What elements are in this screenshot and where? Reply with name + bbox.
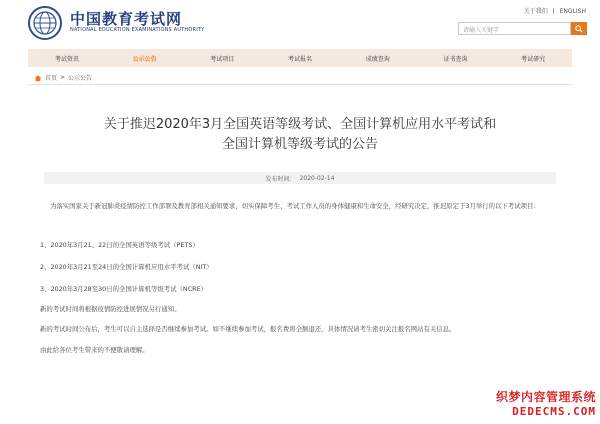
- top-links-separator: |: [552, 8, 555, 15]
- site-header: [0, 0, 600, 44]
- article-paragraph: 由此给各位考生带来的不便敬请理解。: [40, 346, 149, 354]
- breadcrumb: [34, 73, 92, 82]
- article-paragraph: 为落实国家关于新冠肺炎疫情防控工作部署及教育部相关通知要求，切实保障考生、考试工作人员的身体健康和生命安全，经研究决定，推迟原定于3月举行的以下考试项目：: [50, 202, 540, 210]
- breadcrumb-home[interactable]: 首页: [45, 75, 58, 82]
- top-links: [524, 6, 586, 15]
- article-list-item: 3、2020年3月28至30日的全国计算机等级考试（NCRE）: [40, 285, 208, 293]
- breadcrumb-separator: >: [60, 74, 66, 81]
- article-paragraph: 新的考试时间将根据疫情防控进展情况另行通知。: [40, 305, 181, 313]
- site-subtitle: NATIONAL EDUCATION EXAMINATIONS AUTHORITY: [70, 27, 205, 33]
- watermark-line2: DEDECMS.COM: [512, 405, 596, 418]
- site-logo[interactable]: [28, 6, 62, 40]
- search-icon: [575, 25, 583, 33]
- nav-item-exam-programs[interactable]: 考试项目: [210, 55, 235, 63]
- article-list-item: 1、2020年3月21、22日的全国英语等级考试（PETS）: [40, 241, 199, 249]
- search-input[interactable]: 请输入关键字: [458, 22, 571, 35]
- article-title-line1: 关于推迟2020年3月全国英语等级考试、全国计算机应用水平考试和: [103, 117, 497, 132]
- publish-date-value: 2020-02-14: [299, 174, 335, 182]
- watermark: [496, 388, 596, 418]
- nav-item-exam-research[interactable]: 考试研究: [521, 55, 546, 63]
- article-title-line2: 全国计算机等级考试的公告: [221, 137, 378, 152]
- publish-date-bar: [44, 172, 556, 184]
- main-nav: [28, 49, 572, 67]
- article-list-item: 2、2020年3月21至24日的全国计算机应用水平考试（NIT）: [40, 263, 213, 271]
- search-button[interactable]: [571, 22, 587, 35]
- nav-item-score-query[interactable]: 成绩查询: [365, 55, 390, 63]
- article-paragraph: 新的考试时间公布后，考生可以自主选择是否继续参加考试。如不继续参加考试，报名费将全额退还，具体情况请考生密切关注报名网站有关信息。: [40, 325, 456, 333]
- nav-item-exam-news[interactable]: 考试资讯: [54, 55, 79, 63]
- about-link[interactable]: 关于我们: [523, 8, 548, 15]
- breadcrumb-current[interactable]: 公示公告: [68, 75, 93, 82]
- divider: [28, 84, 572, 85]
- watermark-line1: 织梦内容管理系统: [495, 390, 596, 404]
- nav-item-announcements[interactable]: 公示公告: [132, 55, 157, 63]
- english-link[interactable]: ENGLISH: [559, 8, 586, 15]
- site-title[interactable]: 中国教育考试网: [70, 10, 183, 28]
- home-icon: [34, 74, 42, 82]
- nav-item-certificate-query[interactable]: 证书查询: [443, 55, 468, 63]
- globe-emblem-icon: [32, 10, 58, 36]
- nav-item-registration[interactable]: 考试报名: [288, 55, 313, 63]
- publish-date-label: 发布时间：: [265, 175, 296, 183]
